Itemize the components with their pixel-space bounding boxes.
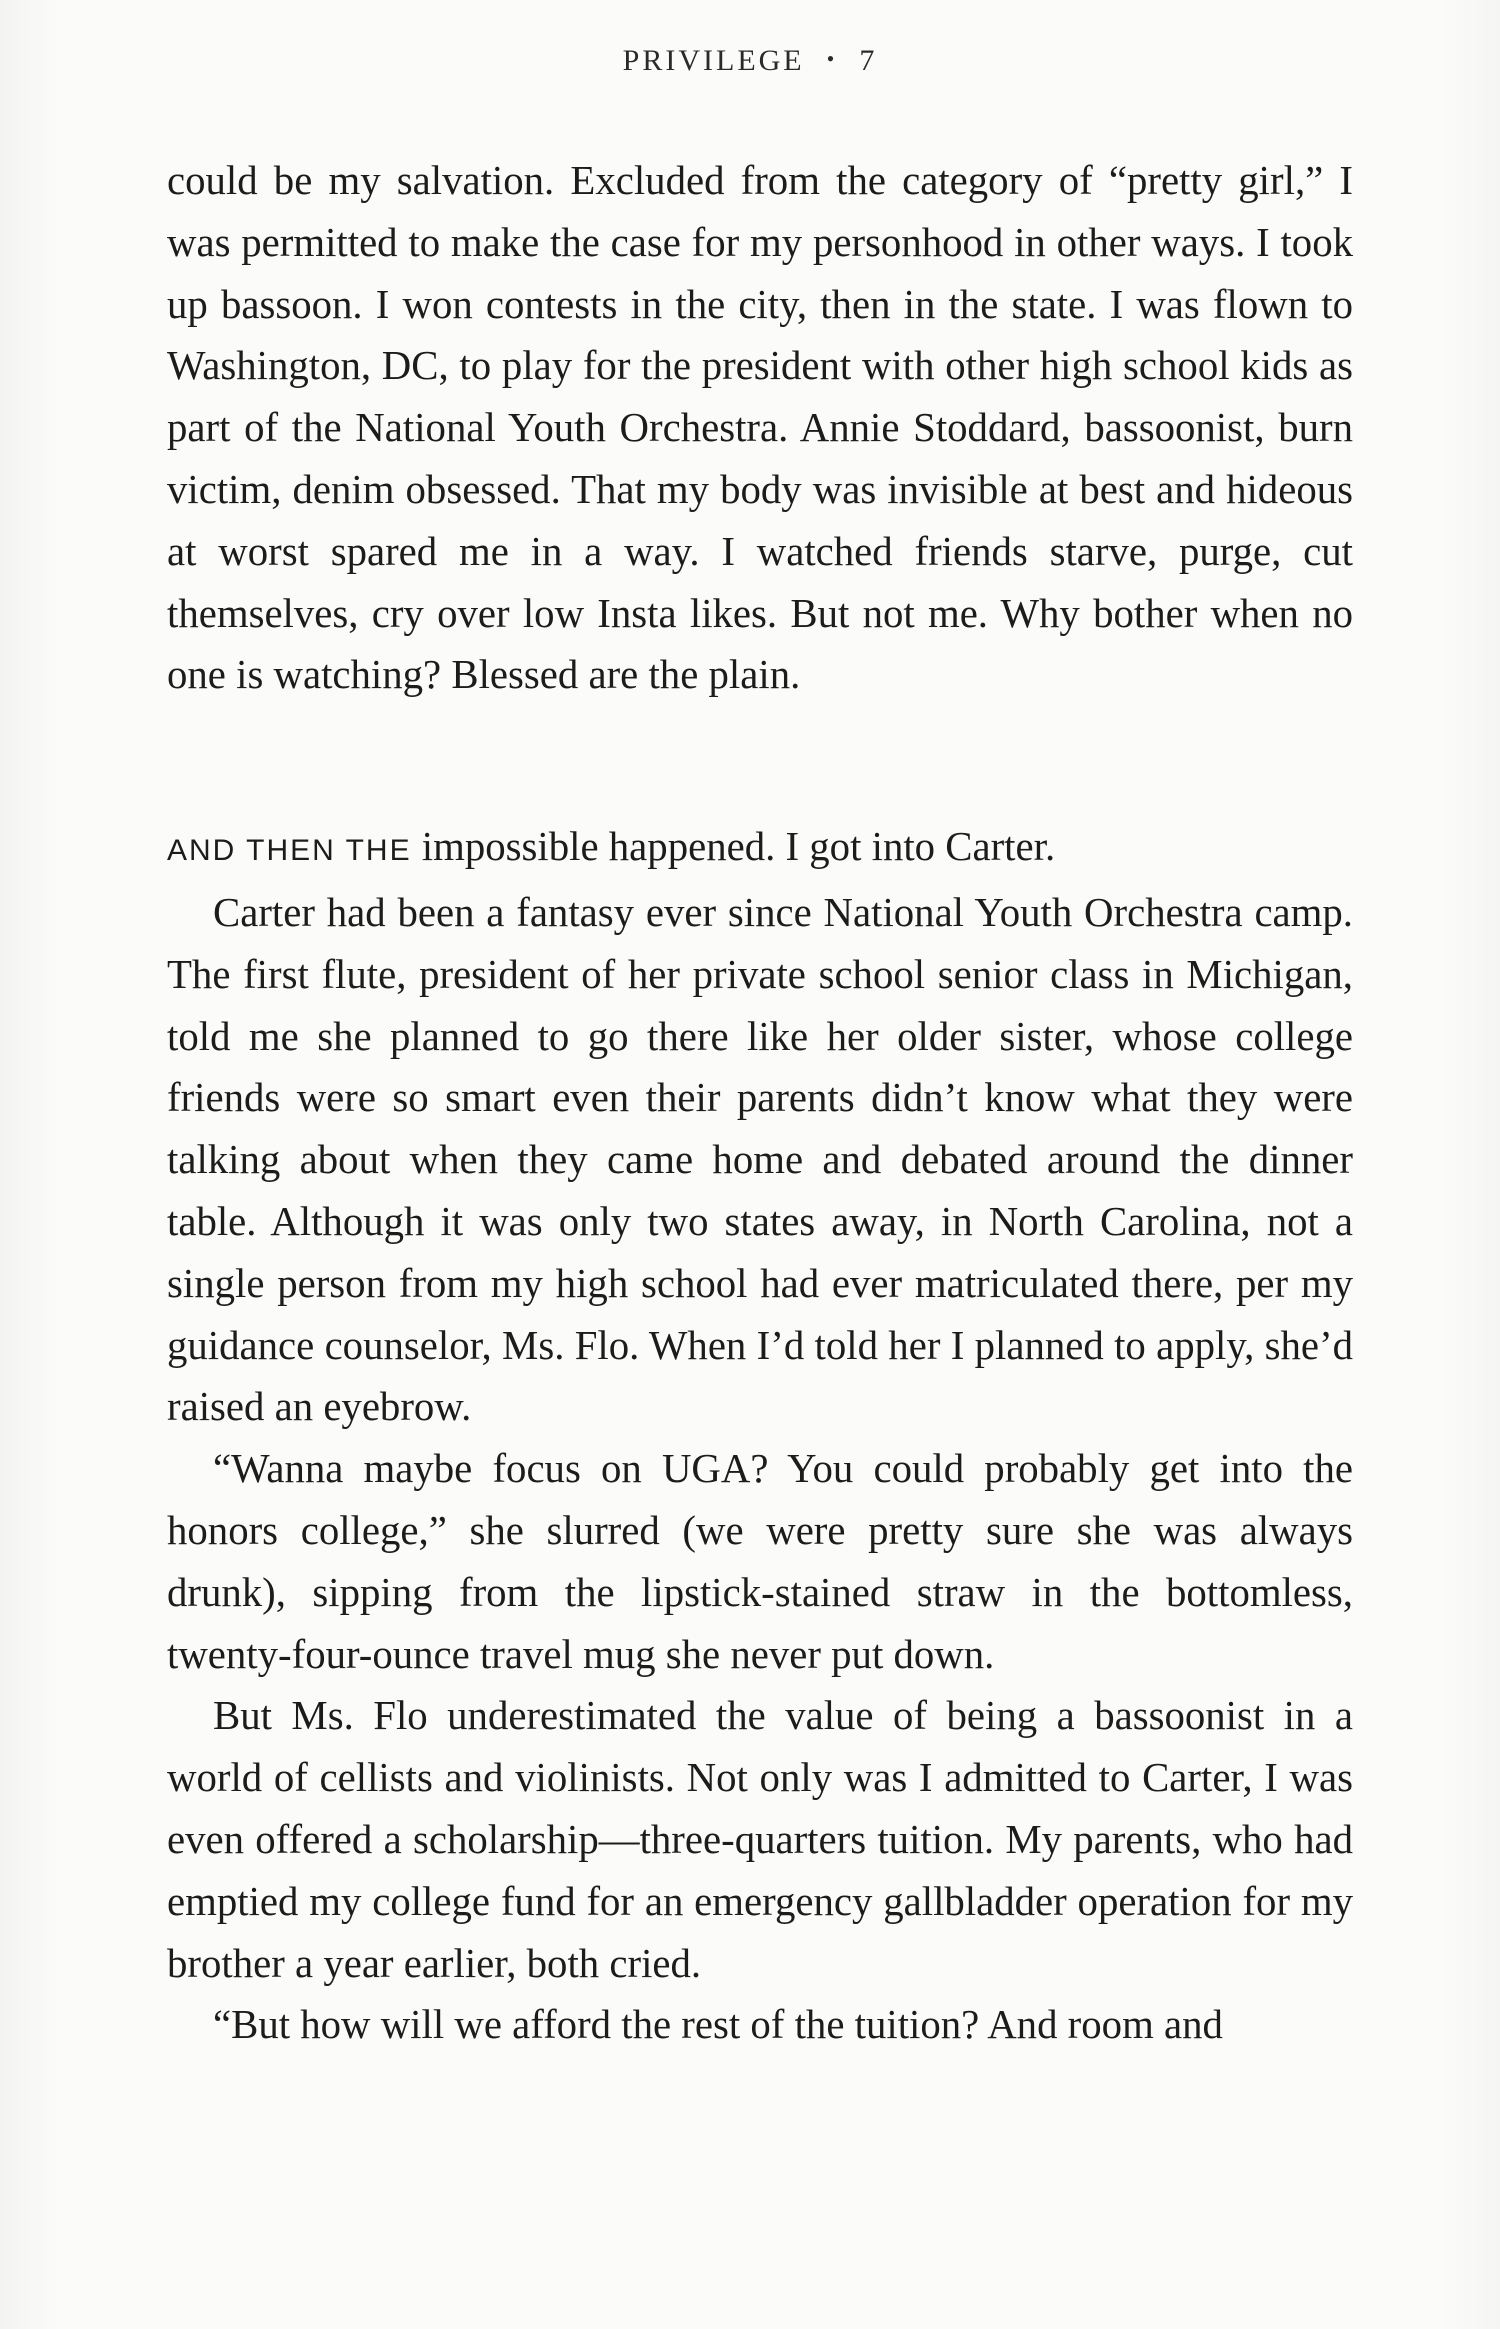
header-separator: • bbox=[826, 46, 838, 71]
running-title: PRIVILEGE bbox=[622, 44, 805, 77]
section-gap bbox=[167, 706, 1353, 816]
section-opening bbox=[167, 816, 1353, 882]
paragraph-1: could be my salvation. Excluded from the category of “pretty girl,” I was permitted to make the case for my personhood in other ways. I took up bassoon. I won contests in the city, then in the state. I was flown to Washington, DC, to play for the president with other high school kids as part of the National Youth Orchestra. Annie Stoddard, bassoonist, burn victim, denim obsessed. That my body was invisible at best and hideous at worst spared me in a way. I watched friends starve, purge, cut themselves, cry over low Insta likes. But not me. Why bother when no one is watching? Blessed are the plain. bbox=[167, 158, 1353, 698]
paragraph-5: “But how will we afford the rest of the tuition? And room and bbox=[213, 2002, 1223, 2048]
running-header bbox=[0, 44, 1500, 78]
paragraph-2: Carter had been a fantasy ever since National Youth Orchestra camp. The first flute, president of her private school senior class in Michigan, told me she planned to go there like her older sister, whose college friends were so smart even their parents didn’t know what they were talking about when they came home and debated around the dinner table. Although it was only two states away, in North Carolina, not a single person from my high school had ever matriculated there, per my guidance counselor, Ms. Flo. When I’d told her I planned to apply, she’d raised an eyebrow. bbox=[167, 889, 1353, 1430]
paragraph-3: “Wanna maybe focus on UGA? You could probably get into the honors college,” she slurred (we were pretty sure she was always drunk), sipping from the lipstick-stained straw in the bottomless, twenty-four-ounce travel mug she never put down. bbox=[167, 1446, 1353, 1677]
section-lead-in: AND THEN THE bbox=[167, 834, 412, 868]
body-text bbox=[167, 150, 1353, 2056]
paragraph-4: But Ms. Flo underestimated the value of being a bassoonist in a world of cellists and violinists. Not only was I admitted to Carter, I was even offered a scholarship—three-quarters tuition. My parents, who had emptied my college fund for an emergency gallbladder operation for my brother a year earlier, both cried. bbox=[167, 1693, 1353, 1986]
section-opening-text: impossible happened. I got into Carter. bbox=[411, 824, 1056, 870]
page-number: 7 bbox=[859, 44, 878, 77]
